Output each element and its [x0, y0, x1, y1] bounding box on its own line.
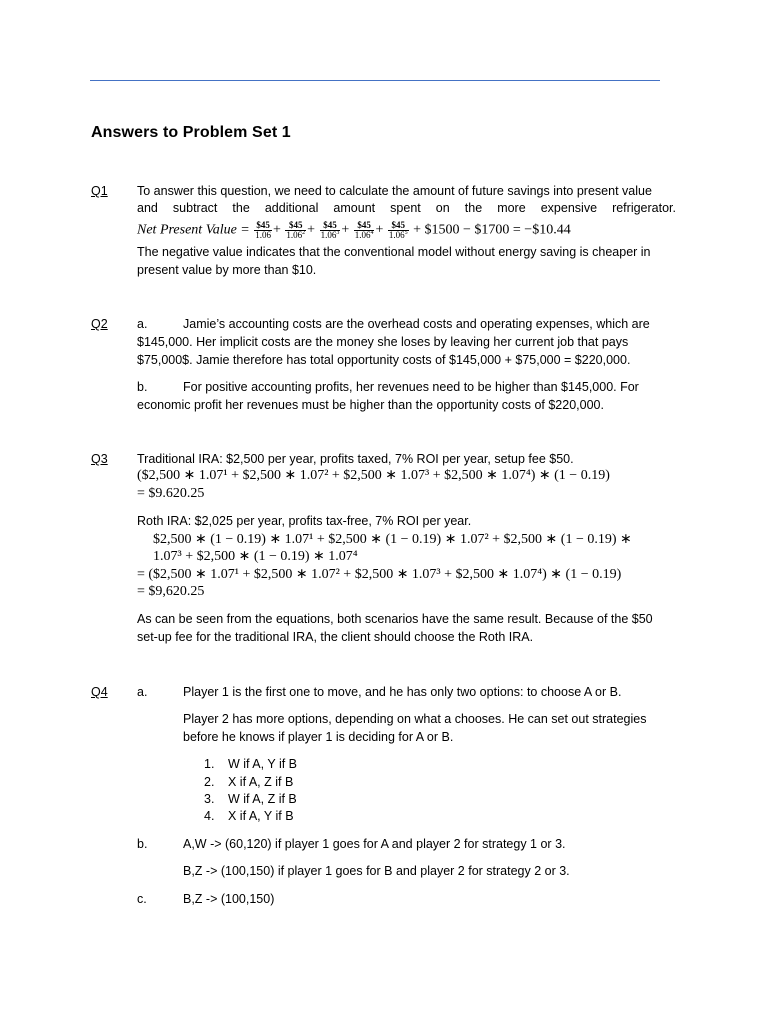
strategy-text: W if A, Z if B — [228, 792, 297, 806]
q3-eq2-line3: = ($2,500 ∗ 1.07¹ + $2,500 ∗ 1.07² + $2,500 ∗ 1.07³ + $2,500 ∗ 1.07⁴) ∗ (1 − 0.19) — [137, 567, 622, 582]
q2-a-label: a. — [137, 317, 148, 331]
q1-line2: and subtract the additional amount spent on the more expensive refrigerator. — [137, 201, 676, 215]
strategy-number: 3. — [204, 792, 215, 806]
q3-conclusion-line1: As can be seen from the equations, both scenarios have the same result. Because of the $50 — [137, 612, 653, 626]
q4-a-line1: Player 1 is the first one to move, and he has only two options: to choose A or B. — [183, 685, 622, 699]
fraction-2: $\frac{\$45}{1.06^2}$ — [286, 220, 306, 240]
header-rule — [90, 80, 660, 81]
q4-b-line1: A,W -> (60,120) if player 1 goes for A and player 2 for strategy 1 or 3. — [183, 837, 566, 851]
q3-eq1-line1: ($2,500 ∗ 1.07¹ + $2,500 ∗ 1.07² + $2,500 ∗ 1.07³ + $2,500 ∗ 1.07⁴) ∗ (1 − 0.19) — [137, 468, 610, 483]
q1-npv-equation: Net Present Value = $\frac{\$45}{1.06}$ + $\frac{\$45}{1.06^2}$ + $\frac{\$45}{1.06^3}$ + $\frac{\$45}{1.06^4}$ + $\frac{\$45}{1.06^5}$ + $1500 − $1700 = −$10.44 — [137, 220, 571, 240]
q3-roth: Roth IRA: $2,025 per year, profits tax-free, 7% ROI per year. — [137, 514, 472, 528]
q2-a-line3: $75,000$. Jamie therefore has total opportunity costs of $145,000 + $75,000 = $220,000. — [137, 353, 631, 367]
strategy-text: W if A, Y if B — [228, 757, 298, 771]
q3-traditional: Traditional IRA: $2,500 per year, profits taxed, 7% ROI per year, setup fee $50. — [137, 452, 574, 466]
strategy-number: 4. — [204, 809, 215, 823]
page-title: Answers to Problem Set 1 — [91, 124, 291, 141]
q4-label: Q4 — [91, 685, 108, 699]
q1-line1: To answer this question, we need to calculate the amount of future savings into present value — [137, 184, 652, 198]
q2-label: Q2 — [91, 317, 108, 331]
strategy-number: 1. — [204, 757, 215, 771]
q3-eq2-line1: $2,500 ∗ (1 − 0.19) ∗ 1.07¹ + $2,500 ∗ (1 − 0.19) ∗ 1.07² + $2,500 ∗ (1 − 0.19) ∗ — [153, 532, 632, 547]
npv-tail: + $1500 − $1700 = −$10.44 — [413, 222, 571, 238]
npv-lhs: Net Present Value = — [137, 222, 250, 238]
fraction-1: $\frac{\$45}{1.06}$ — [255, 220, 271, 240]
q1-label: Q1 — [91, 184, 108, 198]
q1-line4: present value by more than $10. — [137, 263, 317, 277]
fraction-4: $\frac{\$45}{1.06^4}$ — [354, 220, 374, 240]
q4-b-label: b. — [137, 837, 148, 851]
q3-eq1-line2: = $9.620.25 — [137, 486, 205, 501]
q3-eq2-line2: 1.07³ + $2,500 ∗ (1 − 0.19) ∗ 1.07⁴ — [153, 549, 358, 564]
q4-a-line3: before he knows if player 1 is deciding for A or B. — [183, 730, 454, 744]
strategy-number: 2. — [204, 775, 215, 789]
fraction-5: $\frac{\$45}{1.06^5}$ — [388, 220, 408, 240]
q2-a-line1: Jamie’s accounting costs are the overhead costs and operating expenses, which are — [183, 317, 650, 331]
q4-b-line2: B,Z -> (100,150) if player 1 goes for B and player 2 for strategy 2 or 3. — [183, 864, 570, 878]
q2-b-line2: economic profit her revenues must be higher than the opportunity costs of $220,000. — [137, 398, 604, 412]
q2-a-line2: $145,000. Her implicit costs are the money she loses by leaving her current job that pays — [137, 335, 629, 349]
q4-c-label: c. — [137, 892, 147, 906]
q2-b-line1: For positive accounting profits, her revenues need to be higher than $145,000. For — [183, 380, 639, 394]
q3-eq2-line4: = $9,620.25 — [137, 584, 205, 599]
q3-label: Q3 — [91, 452, 108, 466]
strategy-text: X if A, Z if B — [228, 775, 294, 789]
fraction-3: $\frac{\$45}{1.06^3}$ — [320, 220, 340, 240]
q2-b-label: b. — [137, 380, 148, 394]
strategy-text: X if A, Y if B — [228, 809, 294, 823]
q3-conclusion-line2: set-up fee for the traditional IRA, the client should choose the Roth IRA. — [137, 630, 534, 644]
q4-a-label: a. — [137, 685, 148, 699]
q1-line3: The negative value indicates that the conventional model without energy saving is cheaper in — [137, 245, 651, 259]
q4-c-line1: B,Z -> (100,150) — [183, 892, 275, 906]
q4-a-line2: Player 2 has more options, depending on what a chooses. He can set out strategies — [183, 712, 647, 726]
